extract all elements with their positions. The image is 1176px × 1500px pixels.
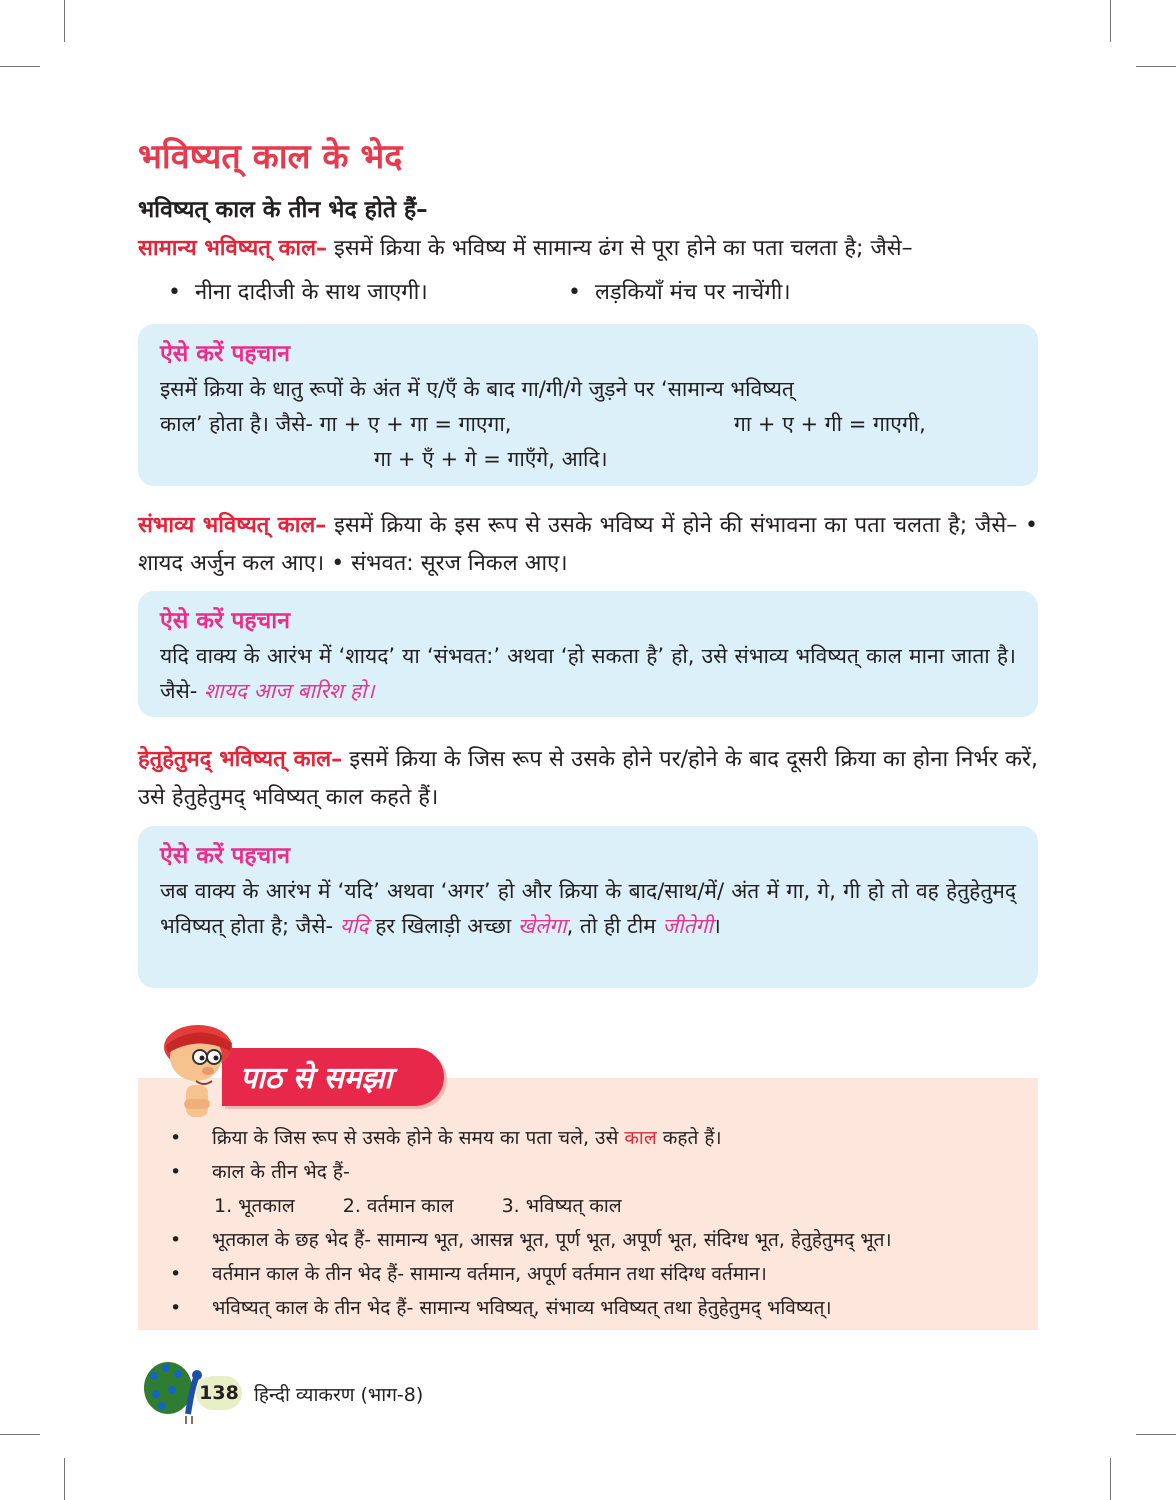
crop-mark (1136, 66, 1176, 67)
boy-mascot-icon (150, 1015, 250, 1125)
conditional-future-definition (138, 741, 1038, 817)
tense-type: 3. भविष्यत् काल (501, 1195, 622, 1217)
simple-future-text: इसमें क्रिया के भविष्य में सामान्य ढंग से पूरा होने का पता चलता है; जैसे– (327, 236, 913, 261)
crop-mark (1110, 1458, 1111, 1500)
summary-text: काल के तीन भेद हैं- (212, 1161, 350, 1183)
note-example: काल’ होता है। जैसे- गा + ए + गा = गाएगा, (160, 412, 512, 436)
possible-future-term: संभाव्य भविष्यत् काल– (138, 513, 327, 538)
summary-text: वर्तमान काल के तीन भेद हैं- सामान्य वर्तमान, अपूर्ण वर्तमान तथा संदिग्ध वर्तमान। (212, 1263, 767, 1285)
bullet-icon: • (568, 280, 581, 305)
note-title: ऐसे करें पहचान (160, 843, 290, 869)
summary-highlight: काल (624, 1127, 657, 1149)
tense-types (214, 1192, 670, 1218)
note-line: गा + एँ + गे = गाएँगे, आदि। (374, 447, 608, 471)
bullet-icon: • (168, 280, 181, 305)
bullet-icon: • (170, 1127, 182, 1149)
book-title: हिन्दी व्याकरण (भाग-8) (254, 1384, 424, 1406)
note-text (160, 874, 1016, 944)
note-example: गा + ए + गी = गाएगी, (734, 412, 926, 436)
note-body: । (712, 914, 721, 938)
bullet-icon: • (170, 1263, 182, 1285)
page-number: 138 (196, 1376, 242, 1410)
intro-text: भविष्यत् काल के तीन भेद होते हैं– (138, 197, 428, 223)
note-example-highlight: शायद आज बारिश हो। (204, 679, 375, 703)
note-body: जब वाक्य के आरंभ में ‘यदि’ अथवा ‘अगर’ हो और क्रिया के बाद/साथ/में/ अंत में गा, गे, गी हो तो वह हेतुहेतुमद् भविष्यत् होता है; जैसे- (160, 879, 1016, 938)
summary-text: क्रिया के जिस रूप से उसके होने के समय का पता चले, उसे (212, 1127, 625, 1149)
identify-note-box (138, 324, 1038, 486)
summary-item (170, 1260, 767, 1286)
tense-type: 2. वर्तमान काल (342, 1195, 454, 1217)
peacock-icon (142, 1358, 204, 1424)
summary-item (170, 1124, 722, 1150)
crop-mark (64, 1458, 65, 1500)
note-body: यदि वाक्य के आरंभ में ‘शायद’ या ‘संभवत:’ अथवा ‘हो सकता है’ हो, उसे संभाव्य भविष्यत् काल माना जाता है। जैसे- (160, 644, 1016, 703)
simple-future-definition (138, 230, 1038, 268)
note-highlight: यदि (339, 914, 369, 938)
summary-badge (222, 1048, 444, 1106)
identify-note-box (138, 591, 1038, 717)
note-line (160, 407, 1016, 442)
summary-text: भूतकाल के छह भेद हैं- सामान्य भूत, आसन्न भूत, पूर्ण भूत, अपूर्ण भूत, संदिग्ध भूत, हेतुहेतुमद् भूत। (212, 1229, 892, 1251)
tense-type: 1. भूतकाल (214, 1195, 295, 1217)
note-title: ऐसे करें पहचान (160, 341, 290, 367)
crop-mark (0, 66, 40, 67)
example-item (568, 276, 791, 306)
bullet-icon: • (170, 1297, 182, 1319)
bullet-icon: • (170, 1161, 182, 1183)
example-text: नीना दादीजी के साथ जाएगी। (194, 280, 428, 305)
summary-badge-label: पाठ से समझा (240, 1061, 393, 1096)
bullet-icon: • (170, 1229, 182, 1251)
note-body: , तो ही टीम (566, 914, 663, 938)
note-text (160, 639, 1016, 709)
example-item (168, 276, 428, 306)
identify-note-box (138, 826, 1038, 988)
possible-future-text: इसमें क्रिया के इस रूप से उसके भविष्य में होने की संभावना का पता चलता है; जैसे– • शायद अर्जुन कल आए। • संभवत: सूरज निकल आए। (138, 513, 1038, 576)
note-title: ऐसे करें पहचान (160, 608, 290, 634)
summary-item (170, 1294, 832, 1320)
summary-text: कहते हैं। (656, 1127, 722, 1149)
section-title: भविष्यत् काल के भेद (138, 137, 403, 177)
summary-text: भविष्यत् काल के तीन भेद हैं- सामान्य भविष्यत्, संभाव्य भविष्यत् तथा हेतुहेतुमद् भविष्यत्। (212, 1297, 832, 1319)
possible-future-definition (138, 507, 1038, 583)
note-highlight: जीतेगी (662, 914, 713, 938)
summary-item (170, 1226, 892, 1252)
note-line: इसमें क्रिया के धातु रूपों के अंत में ए/एँ के बाद गा/गी/गे जुड़ने पर ‘सामान्य भविष्यत् (160, 377, 794, 401)
crop-mark (1110, 0, 1111, 42)
crop-mark (64, 0, 65, 42)
conditional-future-text: इसमें क्रिया के जिस रूप से उसके होने पर/होने के बाद दूसरी क्रिया का होना निर्भर करें, उसे हेतुहेतुमद् भविष्यत् काल कहते हैं। (138, 747, 1038, 810)
note-highlight: खेलेगा (517, 914, 567, 938)
conditional-future-term: हेतुहेतुमद् भविष्यत् काल– (138, 747, 343, 772)
simple-future-term: सामान्य भविष्यत् काल– (138, 236, 328, 261)
example-text: लड़कियाँ मंच पर नाचेंगी। (594, 280, 791, 305)
note-body: हर खिलाड़ी अच्छा (368, 914, 518, 938)
crop-mark (0, 1434, 40, 1435)
crop-mark (1136, 1434, 1176, 1435)
summary-item (170, 1158, 350, 1184)
